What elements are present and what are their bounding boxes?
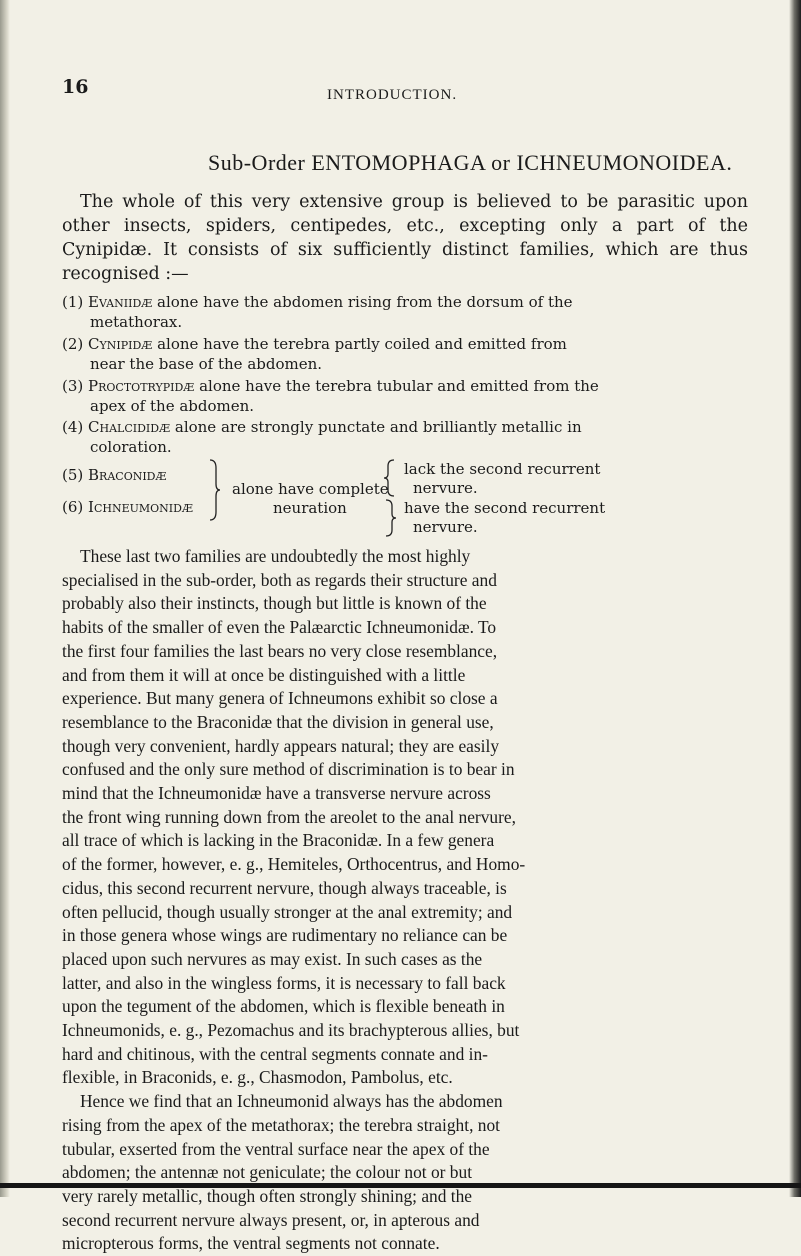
family-item-4: (4) Chalcididæ alone are strongly punctate and brilliantly metallic in coloration. [62,418,582,456]
body-line: rising from the apex of the metathorax; the terebra straight, not [62,1114,501,1135]
body-line: micropterous forms, the ventral segments not connate. [62,1233,440,1254]
body-line: of the former, however, e. g., Hemiteles, Orthocentrus, and Homo- [62,854,526,875]
body-line: Ichneumonids, e. g., Pezomachus and its brachypterous allies, but [62,1020,520,1041]
running-head: INTRODUCTION. [327,87,458,103]
body-line: and from them it will at once be distinguished with a little [62,664,466,685]
body-line: probably also their instincts, though but little is known of the [62,593,487,614]
body-line: experience. But many genera of Ichneumons exhibit so close a [62,688,498,709]
left-brace [208,458,220,522]
body-line: abdomen; the antennæ not geniculate; the colour not or but [62,1162,473,1183]
family-item-3: (3) Proctotrypidæ alone have the terebra tubular and emitted from the apex of the abdomen. [62,377,599,415]
body-line: confused and the only sure method of discrimination is to bear in [62,759,515,780]
page-left-edge [0,0,10,1197]
body-text [62,545,748,1256]
body-line: mind that the Ichneumonidæ have a transverse nervure across [62,783,491,804]
body-line: specialised in the sub-order, both as regards their structure and [62,569,497,590]
body-line: in those genera whose wings are rudimentary no reliance can be [62,925,508,946]
page-right-edge [789,0,801,1197]
condition-2-cont: nervure. [413,518,478,536]
body-line: hard and chitinous, with the central segments connate and in- [62,1043,488,1064]
shared-description-2: neuration [273,499,347,517]
family-item-1: (1) Evaniidæ alone have the abdomen rising from the dorsum of the metathorax. [62,293,573,331]
body-line: very rarely metallic, though often strongly shining; and the [62,1185,473,1206]
body-line: often pellucid, though usually stronger at the anal extremity; and [62,901,513,922]
body-line: tubular, exserted from the ventral surface near the apex of the [62,1138,490,1159]
right-brace-bottom [384,498,396,538]
body-line: though very convenient, hardly appears natural; they are easily [62,735,500,756]
body-line: habits of the smaller of even the Palæarctic Ichneumonidæ. To [62,617,497,638]
body-line: placed upon such nervures as may exist. In such cases as the [62,948,483,969]
page-number: 16 [62,76,89,98]
condition-2: have the second recurrent [404,499,606,517]
body-line: Hence we find that an Ichneumonid always has the abdomen [80,1091,503,1112]
body-line: resemblance to the Braconidæ that the division in general use, [62,711,494,732]
intro-paragraph: The whole of this very extensive group is believed to be parasitic upon other insects, spiders, centipedes, etc., excepting only a part of the Cynipidæ. It consists of six sufficiently distinct families, which are thus recognised :— [62,192,748,284]
section-title: Sub-Order ENTOMOPHAGA or ICHNEUMONOIDEA. [208,150,733,175]
right-brace-top [384,458,396,498]
body-line: flexible, in Braconids, e. g., Chasmodon, Pambolus, etc. [62,1067,453,1088]
body-line: latter, and also in the wingless forms, it is necessary to fall back [62,972,506,993]
body-line: second recurrent nervure always present, or, in apterous and [62,1209,480,1230]
body-line: These last two families are undoubtedly the most highly [80,546,471,566]
body-line: the first four families the last bears no very close resemblance, [62,640,498,661]
body-line: all trace of which is lacking in the Braconidæ. In a few genera [62,830,495,851]
family-item-6: (6) Ichneumonidæ [62,498,193,516]
family-item-2: (2) Cynipidæ alone have the terebra partly coiled and emitted from near the base of the abdomen. [62,335,567,373]
condition-1-cont: nervure. [413,479,478,497]
body-line: the front wing running down from the areolet to the anal nervure, [62,806,516,827]
shared-description-1: alone have complete [232,480,389,498]
condition-1: lack the second recurrent [404,460,601,478]
body-line: upon the tegument of the abdomen, which is flexible beneath in [62,996,505,1017]
family-item-5: (5) Braconidæ [62,466,167,484]
body-line: cidus, this second recurrent nervure, though always traceable, is [62,877,507,898]
